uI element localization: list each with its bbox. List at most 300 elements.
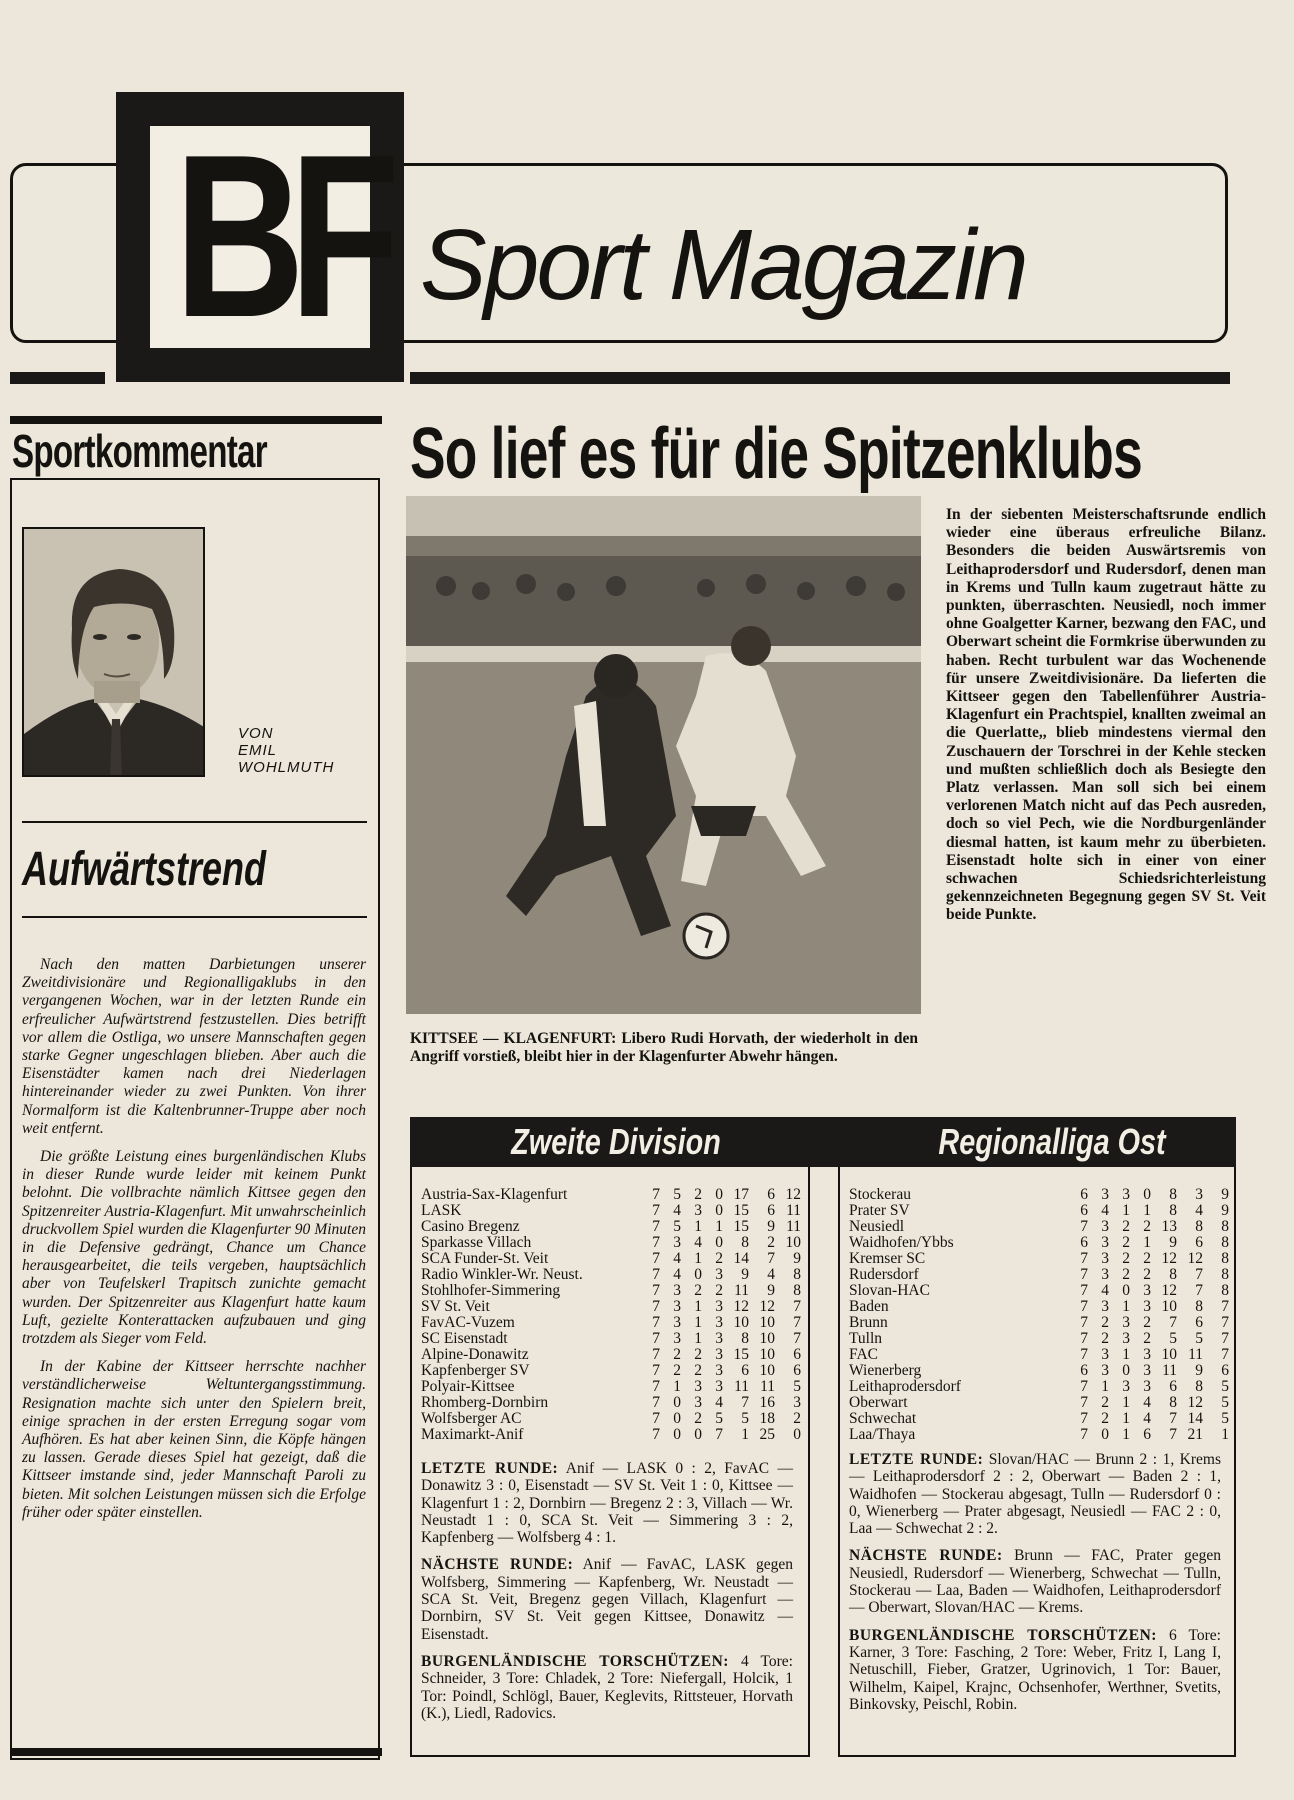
games: 7 bbox=[1080, 1346, 1088, 1363]
commentary-title-rule-top bbox=[22, 821, 367, 823]
losses: 5 bbox=[715, 1410, 723, 1427]
zd-scorers-text: 4 Tore: Schneider, 3 Tore: Chladek, 2 Tore: Niefergall, Holcik, 1 Tor: Poindl, Schlögl, Bauer, Keglevits, Rittsteuer, Horvath (K.), Liedl, Radovics. bbox=[421, 1652, 793, 1722]
zd-next-label: NÄCHSTE RUNDE: bbox=[421, 1556, 574, 1574]
goals-against: 9 bbox=[767, 1282, 775, 1299]
standings-row bbox=[849, 1363, 1229, 1379]
games: 6 bbox=[1080, 1202, 1088, 1219]
draws: 2 bbox=[1122, 1266, 1130, 1283]
goals-for: 1 bbox=[741, 1426, 749, 1443]
standings-row bbox=[421, 1235, 801, 1251]
standings-row bbox=[849, 1411, 1229, 1427]
goals-for: 11 bbox=[734, 1282, 749, 1299]
team-name: Waidhofen/Ybbs bbox=[849, 1234, 954, 1251]
regionalliga-results bbox=[849, 1451, 1221, 1723]
rl-scorers-text: 6 Tore: Karner, 3 Tore: Fasching, 2 Tore: Weber, Fritz I, Lang I, Netuschill, Fieber, Gratzer, Ugrinovich, 1 Tor: Bauer, Wilhelm, Kaipel, Krajnc, Ochsenhofer, Werthner, Svetits, Binkovsky, Peischl, Robin. bbox=[849, 1626, 1221, 1713]
goals-for: 8 bbox=[741, 1330, 749, 1347]
goals-for: 5 bbox=[741, 1410, 749, 1427]
goals-for: 12 bbox=[733, 1298, 749, 1315]
goals-against: 18 bbox=[759, 1410, 775, 1427]
draws: 1 bbox=[1122, 1410, 1130, 1427]
commentary-top-rule bbox=[10, 416, 382, 424]
goals-for: 8 bbox=[1169, 1186, 1177, 1203]
goals-against: 11 bbox=[1188, 1346, 1203, 1363]
draws: 3 bbox=[1122, 1186, 1130, 1203]
zd-scorers-label: BURGENLÄNDISCHE TORSCHÜTZEN: bbox=[421, 1652, 729, 1670]
draws: 0 bbox=[1122, 1282, 1130, 1299]
points: 12 bbox=[785, 1186, 801, 1203]
losses: 1 bbox=[715, 1218, 723, 1235]
standings-row bbox=[421, 1411, 801, 1427]
games: 7 bbox=[652, 1330, 660, 1347]
standings-row bbox=[421, 1219, 801, 1235]
magazine-title: Sport Magazin bbox=[420, 209, 1026, 321]
zweite-division-title: Zweite Division bbox=[511, 1121, 721, 1162]
wins: 3 bbox=[1101, 1298, 1109, 1315]
standings-row bbox=[421, 1299, 801, 1315]
goals-for: 15 bbox=[733, 1202, 749, 1219]
games: 7 bbox=[652, 1234, 660, 1251]
goals-for: 11 bbox=[734, 1378, 749, 1395]
goals-for: 7 bbox=[1169, 1314, 1177, 1331]
losses: 3 bbox=[1143, 1362, 1151, 1379]
losses: 0 bbox=[715, 1202, 723, 1219]
zd-next-text: Anif — FavAC, LASK gegen Wolfsberg, Simmering — Kapfenberg, Wr. Neustadt — SCA St. Veit, Bregenz gegen Villach, Klagenfurt — Dornbirn, SV St. Veit gegen Kittsee, Donawitz — Eisenstadt. bbox=[421, 1556, 793, 1643]
wins: 3 bbox=[673, 1298, 681, 1315]
wins: 1 bbox=[673, 1378, 681, 1395]
points: 1 bbox=[1221, 1426, 1229, 1443]
standings-row bbox=[849, 1427, 1229, 1443]
bf-logo: BF bbox=[174, 107, 385, 366]
team-name: Laa/Thaya bbox=[849, 1426, 916, 1443]
points: 3 bbox=[793, 1394, 801, 1411]
losses: 3 bbox=[715, 1314, 723, 1331]
draws: 2 bbox=[1122, 1234, 1130, 1251]
draws: 1 bbox=[1122, 1426, 1130, 1443]
zweite-division-results bbox=[421, 1460, 793, 1732]
draws: 0 bbox=[694, 1266, 702, 1283]
photo-caption: KITTSEE — KLAGENFURT: Libero Rudi Horvath, der wiederholt in den Angriff vorstieß, bleibt hier in der Klagenfurter Abwehr hängen. bbox=[410, 1030, 918, 1065]
zweite-division-header bbox=[410, 1117, 885, 1167]
team-name: Prater SV bbox=[849, 1202, 910, 1219]
games: 7 bbox=[1080, 1250, 1088, 1267]
standings-row bbox=[421, 1251, 801, 1267]
rl-last-label: LETZTE RUNDE: bbox=[849, 1451, 984, 1468]
points: 5 bbox=[1221, 1394, 1229, 1411]
team-name: Kremser SC bbox=[849, 1250, 926, 1267]
wins: 3 bbox=[673, 1330, 681, 1347]
goals-against: 21 bbox=[1187, 1426, 1203, 1443]
commentary-paragraph: In der Kabine der Kittseer herrschte nachher verständlicherweise Weltuntergangsstimmung. Resignation machte sich unter den Spielern breit, einige sprachen in der ersten Erregung sogar vom Aufhören. Es hat aber keinen Sinn, die Köpfe hängen zu lassen. Gerade dieses Spiel hat gezeigt, daß die Kittseer imstande sind, jeder Mannschaft Paroli zu bieten. Mit solchen Leistungen müssen sich die Erfolge früher oder später einstellen. bbox=[22, 1358, 366, 1521]
losses: 3 bbox=[715, 1362, 723, 1379]
standings-row bbox=[421, 1363, 801, 1379]
goals-against: 9 bbox=[767, 1218, 775, 1235]
goals-for: 6 bbox=[741, 1362, 749, 1379]
standings-row bbox=[849, 1315, 1229, 1331]
standings-row bbox=[421, 1395, 801, 1411]
draws: 2 bbox=[694, 1410, 702, 1427]
goals-against: 12 bbox=[759, 1298, 775, 1315]
losses: 0 bbox=[715, 1234, 723, 1251]
wins: 2 bbox=[673, 1362, 681, 1379]
wins: 0 bbox=[1101, 1426, 1109, 1443]
points: 7 bbox=[1221, 1330, 1229, 1347]
rl-last-round bbox=[849, 1451, 1221, 1537]
goals-for: 10 bbox=[1161, 1298, 1177, 1315]
draws: 1 bbox=[1122, 1298, 1130, 1315]
goals-for: 11 bbox=[1162, 1362, 1177, 1379]
games: 7 bbox=[652, 1250, 660, 1267]
points: 7 bbox=[793, 1330, 801, 1347]
goals-for: 17 bbox=[733, 1186, 749, 1203]
wins: 2 bbox=[1101, 1410, 1109, 1427]
games: 7 bbox=[652, 1202, 660, 1219]
goals-against: 6 bbox=[1195, 1234, 1203, 1251]
standings-row bbox=[849, 1235, 1229, 1251]
goals-against: 8 bbox=[1195, 1378, 1203, 1395]
draws: 2 bbox=[694, 1282, 702, 1299]
standings-row bbox=[849, 1187, 1229, 1203]
losses: 4 bbox=[1143, 1394, 1151, 1411]
losses: 3 bbox=[1143, 1378, 1151, 1395]
points: 2 bbox=[793, 1410, 801, 1427]
goals-against: 7 bbox=[1195, 1282, 1203, 1299]
goals-against: 10 bbox=[759, 1330, 775, 1347]
games: 6 bbox=[1080, 1186, 1088, 1203]
losses: 0 bbox=[715, 1186, 723, 1203]
standings-row bbox=[421, 1379, 801, 1395]
wins: 2 bbox=[1101, 1394, 1109, 1411]
team-name: Radio Winkler-Wr. Neust. bbox=[421, 1266, 583, 1283]
team-name: Alpine-Donawitz bbox=[421, 1346, 529, 1363]
losses: 2 bbox=[1143, 1330, 1151, 1347]
team-name: Neusiedl bbox=[849, 1218, 905, 1235]
goals-for: 15 bbox=[733, 1346, 749, 1363]
goals-against: 2 bbox=[767, 1234, 775, 1251]
zd-last-label: LETZTE RUNDE: bbox=[421, 1460, 559, 1477]
draws: 3 bbox=[694, 1378, 702, 1395]
byline bbox=[238, 725, 334, 776]
points: 10 bbox=[785, 1234, 801, 1251]
draws: 2 bbox=[694, 1346, 702, 1363]
games: 7 bbox=[1080, 1426, 1088, 1443]
wins: 3 bbox=[1101, 1250, 1109, 1267]
goals-against: 3 bbox=[1195, 1186, 1203, 1203]
draws: 3 bbox=[1122, 1314, 1130, 1331]
games: 7 bbox=[1080, 1330, 1088, 1347]
games: 7 bbox=[652, 1298, 660, 1315]
draws: 1 bbox=[1122, 1346, 1130, 1363]
games: 7 bbox=[652, 1314, 660, 1331]
rl-next-round bbox=[849, 1547, 1221, 1616]
commentary-paragraph: Nach den matten Darbietungen unserer Zweitdivisionäre und Regionalligaklubs in den vergangenen Wochen, war in der letzten Runde ein erfreulicher Aufwärtstrend festzustellen. Dies betrifft vor allem die Ostliga, wo unsere Mannschaften gegen starke Gegner ungeschlagen blieben. Aber auch die Eisenstädter kamen nach drei Niederlagen hintereinander wieder zu zwei Punkten. Von ihrer Normalform ist die Kaltenbrunner-Truppe aber noch weit entfernt. bbox=[22, 956, 366, 1137]
games: 7 bbox=[652, 1282, 660, 1299]
team-name: Rhomberg-Dornbirn bbox=[421, 1394, 549, 1411]
zd-last-text: Anif — LASK 0 : 2, FavAC — Donawitz 3 : 0, Eisenstadt — SV St. Veit 1 : 0, Kittsee — Klagenfurt 1 : 2, Dornbirn — Bregenz 2 : 3, Villach — Wr. Neustadt 1 : 0, SCA St. Veit — Simmering 3 : 2, Kapfenberg — Wolfsberg 4 : 1. bbox=[421, 1460, 793, 1547]
goals-against: 12 bbox=[1187, 1250, 1203, 1267]
points: 7 bbox=[793, 1298, 801, 1315]
team-name: Leithaprodersdorf bbox=[849, 1378, 961, 1395]
team-name: Oberwart bbox=[849, 1394, 908, 1411]
standings-row bbox=[421, 1187, 801, 1203]
wins: 3 bbox=[1101, 1234, 1109, 1251]
goals-for: 15 bbox=[733, 1218, 749, 1235]
draws: 2 bbox=[1122, 1218, 1130, 1235]
standings-row bbox=[849, 1347, 1229, 1363]
goals-for: 13 bbox=[1161, 1218, 1177, 1235]
draws: 1 bbox=[694, 1330, 702, 1347]
games: 7 bbox=[652, 1346, 660, 1363]
commentary-title-rule-bottom bbox=[22, 916, 367, 918]
goals-for: 12 bbox=[1161, 1250, 1177, 1267]
standings-row bbox=[421, 1315, 801, 1331]
games: 7 bbox=[652, 1362, 660, 1379]
goals-for: 6 bbox=[1169, 1378, 1177, 1395]
goals-for: 7 bbox=[1169, 1410, 1177, 1427]
games: 7 bbox=[1080, 1282, 1088, 1299]
wins: 0 bbox=[673, 1394, 681, 1411]
standings-row bbox=[849, 1267, 1229, 1283]
goals-against: 10 bbox=[759, 1362, 775, 1379]
draws: 3 bbox=[694, 1394, 702, 1411]
goals-against: 5 bbox=[1195, 1330, 1203, 1347]
games: 7 bbox=[1080, 1378, 1088, 1395]
rl-next-label: NÄCHSTE RUNDE: bbox=[849, 1547, 1003, 1565]
draws: 3 bbox=[1122, 1330, 1130, 1347]
losses: 2 bbox=[1143, 1266, 1151, 1283]
main-article: In der siebenten Meisterschaftsrunde endlich wieder eine überaus erfreuliche Bilanz. Besonders die beiden Auswärtsremis von Leithaprodersdorf und Rudersdorf, denen man in Krems und Tulln kaum zugetraut hätte zu punkten, überraschten. Neusiedl, noch immer ohne Goalgetter Karner, bezwang den FAC, und Oberwart scheint die Formkrise überwunden zu haben. Recht turbulent war das Wochenende für unsere Zweitdivisionäre. Da lieferten die Kittseer gegen den Tabellenführer Austria-Klagenfurt ein Prachtspiel, knallten zweimal an die Querlatte,, blieb mindestens viermal den Zuschauern der Torschrei in der Kehle stecken und mußten schließlich doch als Besiegte den Platz verlassen. Man soll sich bei einem verlorenen Match nicht auf das Pech ausreden, doch so viel Pech, wie die Nordburgenländer diesmal hatten, ist kaum mehr zu überbieten. Eisenstadt holte sich in einer von einer schwachen Schiedsrichterleistung gekennzeichneten Begegnung gegen SV St. Veit beide Punkte. bbox=[946, 506, 1266, 924]
section-title: Sportkommentar bbox=[12, 425, 267, 477]
games: 7 bbox=[1080, 1218, 1088, 1235]
wins: 3 bbox=[1101, 1346, 1109, 1363]
points: 8 bbox=[1221, 1234, 1229, 1251]
points: 7 bbox=[793, 1314, 801, 1331]
standings-row bbox=[849, 1395, 1229, 1411]
points: 5 bbox=[1221, 1378, 1229, 1395]
goals-against: 8 bbox=[1195, 1298, 1203, 1315]
standings-row bbox=[849, 1283, 1229, 1299]
games: 6 bbox=[1080, 1234, 1088, 1251]
points: 5 bbox=[1221, 1410, 1229, 1427]
team-name: Austria-Sax-Klagenfurt bbox=[421, 1186, 568, 1203]
goals-against: 7 bbox=[1195, 1266, 1203, 1283]
goals-for: 8 bbox=[1169, 1266, 1177, 1283]
rl-scorers-label: BURGENLÄNDISCHE TORSCHÜTZEN: bbox=[849, 1626, 1157, 1644]
goals-for: 7 bbox=[1169, 1426, 1177, 1443]
losses: 2 bbox=[1143, 1218, 1151, 1235]
losses: 3 bbox=[1143, 1298, 1151, 1315]
goals-against: 16 bbox=[759, 1394, 775, 1411]
losses: 4 bbox=[715, 1394, 723, 1411]
losses: 7 bbox=[715, 1426, 723, 1443]
points: 8 bbox=[793, 1282, 801, 1299]
commentary-paragraph: Die größte Leistung eines burgenländischen Klubs in dieser Runde wurde leider mit keinem Punkt belohnt. Die vollbrachte nämlich Kittsee gegen den Spitzenreiter Austria-Klagenfurt. Mit unwahrscheinlich druckvollem Spiel wurden die Klagenfurter 90 Minuten in die Defensive gedrängt, Chance um Chance herausgearbeitet, die teils vergeben, hauptsächlich aber von Teufelskerl Trapitsch zunichte gemacht wurden. Der Spitzenreiter aus Klagenfurt hatte kaum Luft, gezielte Konterattacken aufzubauen und ging trotzdem als Sieger vom Feld. bbox=[22, 1148, 366, 1348]
team-name: FAC bbox=[849, 1346, 879, 1363]
draws: 2 bbox=[694, 1362, 702, 1379]
football-match-photo-icon bbox=[406, 496, 921, 1014]
goals-against: 14 bbox=[1187, 1410, 1203, 1427]
wins: 5 bbox=[673, 1186, 681, 1203]
wins: 3 bbox=[1101, 1266, 1109, 1283]
draws: 3 bbox=[694, 1202, 702, 1219]
losses: 3 bbox=[715, 1298, 723, 1315]
points: 9 bbox=[1221, 1202, 1229, 1219]
team-name: Brunn bbox=[849, 1314, 888, 1331]
wins: 2 bbox=[1101, 1330, 1109, 1347]
draws: 1 bbox=[1122, 1394, 1130, 1411]
draws: 2 bbox=[1122, 1250, 1130, 1267]
losses: 2 bbox=[1143, 1250, 1151, 1267]
wins: 4 bbox=[673, 1250, 681, 1267]
games: 7 bbox=[1080, 1394, 1088, 1411]
games: 7 bbox=[1080, 1314, 1088, 1331]
zd-next-round bbox=[421, 1556, 793, 1642]
draws: 3 bbox=[1122, 1378, 1130, 1395]
games: 7 bbox=[652, 1394, 660, 1411]
goals-for: 8 bbox=[741, 1234, 749, 1251]
goals-against: 11 bbox=[760, 1378, 775, 1395]
team-name: Stohlhofer-Simmering bbox=[421, 1282, 561, 1299]
goals-for: 8 bbox=[1169, 1202, 1177, 1219]
goals-for: 9 bbox=[741, 1266, 749, 1283]
goals-against: 8 bbox=[1195, 1218, 1203, 1235]
games: 7 bbox=[1080, 1298, 1088, 1315]
draws: 1 bbox=[694, 1250, 702, 1267]
points: 8 bbox=[793, 1266, 801, 1283]
games: 7 bbox=[652, 1186, 660, 1203]
standings-row bbox=[849, 1219, 1229, 1235]
goals-against: 4 bbox=[1195, 1202, 1203, 1219]
points: 11 bbox=[786, 1218, 801, 1235]
losses: 1 bbox=[1143, 1202, 1151, 1219]
goals-for: 9 bbox=[1169, 1234, 1177, 1251]
zd-scorers bbox=[421, 1653, 793, 1722]
team-name: FavAC-Vuzem bbox=[421, 1314, 515, 1331]
commentary-title: Aufwärtstrend bbox=[22, 843, 267, 896]
goals-against: 9 bbox=[1195, 1362, 1203, 1379]
goals-against: 10 bbox=[759, 1346, 775, 1363]
standings-row bbox=[421, 1283, 801, 1299]
wins: 4 bbox=[1101, 1282, 1109, 1299]
team-name: Kapfenberger SV bbox=[421, 1362, 530, 1379]
goals-against: 12 bbox=[1187, 1394, 1203, 1411]
standings-row bbox=[421, 1203, 801, 1219]
losses: 3 bbox=[715, 1378, 723, 1395]
standings-row bbox=[421, 1427, 801, 1443]
rl-scorers bbox=[849, 1627, 1221, 1713]
games: 7 bbox=[652, 1426, 660, 1443]
losses: 0 bbox=[1143, 1186, 1151, 1203]
points: 8 bbox=[1221, 1250, 1229, 1267]
zd-last-round bbox=[421, 1460, 793, 1546]
standings-row bbox=[849, 1331, 1229, 1347]
standings-row bbox=[849, 1251, 1229, 1267]
wins: 4 bbox=[673, 1202, 681, 1219]
team-name: Slovan-HAC bbox=[849, 1282, 930, 1299]
byline-first-name: EMIL bbox=[238, 742, 278, 759]
regionalliga-title: Regionalliga Ost bbox=[938, 1121, 1166, 1162]
losses: 6 bbox=[1143, 1426, 1151, 1443]
goals-against: 6 bbox=[767, 1186, 775, 1203]
goals-for: 14 bbox=[733, 1250, 749, 1267]
wins: 3 bbox=[673, 1282, 681, 1299]
points: 0 bbox=[793, 1426, 801, 1443]
goals-against: 6 bbox=[767, 1202, 775, 1219]
rl-last-text: Slovan/HAC — Brunn 2 : 1, Krems — Leithaprodersdorf 2 : 2, Oberwart — Baden 2 : 1, Waidhofen — Stockerau abgesagt, Tulln — Rudersdorf 0 : 0, Wienerberg — Prater abgesagt, Neusiedl — FAC 2 : 0, Laa — Schwechat 2 : 2. bbox=[849, 1451, 1222, 1538]
zweite-division-table bbox=[421, 1187, 801, 1443]
draws: 1 bbox=[1122, 1202, 1130, 1219]
draws: 4 bbox=[694, 1234, 702, 1251]
wins: 5 bbox=[673, 1218, 681, 1235]
commentary-bottom-rule bbox=[10, 1748, 382, 1756]
team-name: Sparkasse Villach bbox=[421, 1234, 532, 1251]
points: 7 bbox=[1221, 1314, 1229, 1331]
goals-against: 10 bbox=[759, 1314, 775, 1331]
games: 7 bbox=[652, 1410, 660, 1427]
games: 7 bbox=[652, 1218, 660, 1235]
team-name: SV St. Veit bbox=[421, 1298, 490, 1315]
team-name: Polyair-Kittsee bbox=[421, 1378, 515, 1395]
points: 11 bbox=[786, 1202, 801, 1219]
wins: 3 bbox=[1101, 1186, 1109, 1203]
points: 9 bbox=[793, 1250, 801, 1267]
wins: 3 bbox=[1101, 1362, 1109, 1379]
team-name: Tulln bbox=[849, 1330, 883, 1347]
points: 8 bbox=[1221, 1218, 1229, 1235]
points: 6 bbox=[1221, 1362, 1229, 1379]
main-headline: So lief es für die Spitzenklubs bbox=[410, 414, 1143, 494]
masthead-left-bar bbox=[10, 372, 105, 384]
points: 8 bbox=[1221, 1282, 1229, 1299]
losses: 3 bbox=[715, 1330, 723, 1347]
goals-for: 10 bbox=[733, 1314, 749, 1331]
goals-against: 6 bbox=[1195, 1314, 1203, 1331]
points: 9 bbox=[1221, 1186, 1229, 1203]
wins: 3 bbox=[1101, 1218, 1109, 1235]
wins: 1 bbox=[1101, 1378, 1109, 1395]
wins: 4 bbox=[673, 1266, 681, 1283]
standings-row bbox=[849, 1299, 1229, 1315]
standings-row bbox=[849, 1203, 1229, 1219]
masthead-underline bbox=[410, 372, 1230, 384]
rl-next-text: Brunn — FAC, Prater gegen Neusiedl, Rudersdorf — Wienerberg, Schwechat — Tulln, Stockerau — Laa, Baden — Waidhofen, Leithaprodersdorf — Oberwart, Slovan/HAC — Krems. bbox=[849, 1547, 1221, 1617]
points: 7 bbox=[1221, 1346, 1229, 1363]
standings-row bbox=[421, 1347, 801, 1363]
losses: 2 bbox=[715, 1282, 723, 1299]
points: 6 bbox=[793, 1346, 801, 1363]
portrait-photo-icon bbox=[24, 529, 205, 777]
match-photo bbox=[406, 496, 921, 1014]
regionalliga-header bbox=[838, 1117, 1236, 1167]
losses: 3 bbox=[1143, 1282, 1151, 1299]
wins: 3 bbox=[673, 1314, 681, 1331]
team-name: Stockerau bbox=[849, 1186, 911, 1203]
games: 7 bbox=[652, 1266, 660, 1283]
team-name: Rudersdorf bbox=[849, 1266, 919, 1283]
losses: 1 bbox=[1143, 1234, 1151, 1251]
draws: 1 bbox=[694, 1314, 702, 1331]
draws: 0 bbox=[694, 1426, 702, 1443]
team-name: Schwechat bbox=[849, 1410, 917, 1427]
points: 6 bbox=[793, 1362, 801, 1379]
commentary-body bbox=[22, 956, 366, 1532]
goals-for: 8 bbox=[1169, 1394, 1177, 1411]
byline-last-name: WOHLMUTH bbox=[238, 759, 335, 776]
goals-for: 7 bbox=[741, 1394, 749, 1411]
losses: 2 bbox=[715, 1250, 723, 1267]
goals-against: 25 bbox=[759, 1426, 775, 1443]
losses: 3 bbox=[1143, 1346, 1151, 1363]
games: 7 bbox=[652, 1378, 660, 1395]
